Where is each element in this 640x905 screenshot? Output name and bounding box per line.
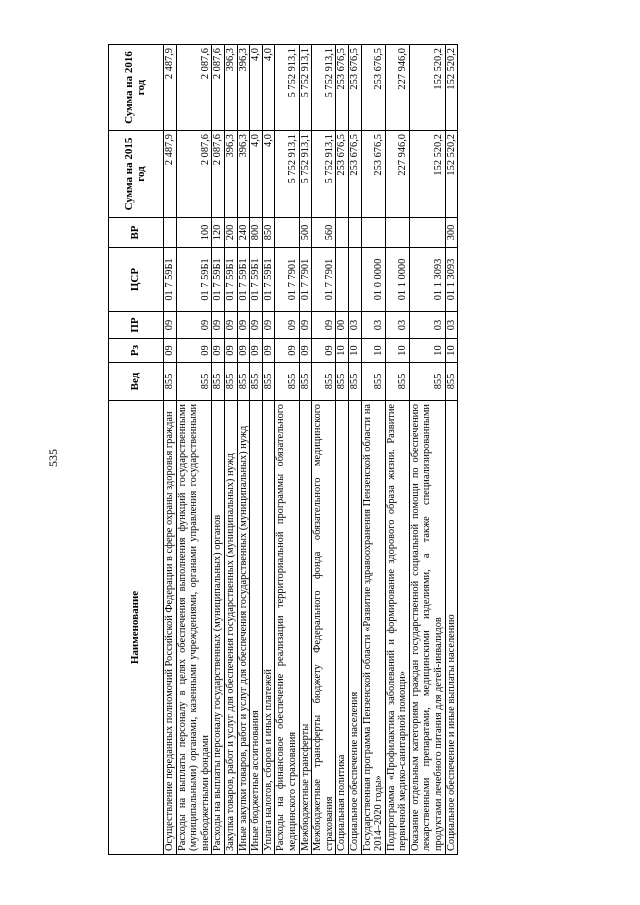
cell-vr: 500 (299, 218, 312, 248)
cell-name: Уплата налогов, сборов и иных платежей (262, 401, 275, 855)
cell-ved: 855 (224, 363, 237, 401)
cell-name: Оказание отдельным категориям граждан государственной социальной помощи по обеспечению лекарственными препаратами, медицинскими изделиями, а также специализированными продуктами лечебного питания для детей-инвалидов (409, 401, 445, 855)
cell-sum-2015: 227 946,0 (385, 131, 409, 218)
table-row (299, 45, 312, 855)
cell-csr: 01 7 7901 (312, 248, 336, 312)
cell-ved: 855 (348, 363, 361, 401)
cell-rz: 09 (312, 339, 336, 363)
cell-vr (336, 218, 349, 248)
cell-name: Расходы на выплаты персоналу в целях обеспечения выполнения функций государственными (муниципальными) органами, казенными учреждениями, органами управления государственными внебюджетными фондами (176, 401, 212, 855)
cell-pr: 09 (212, 312, 225, 339)
cell-vr (275, 218, 299, 248)
cell-ved: 855 (237, 363, 250, 401)
cell-vr: 850 (262, 218, 275, 248)
cell-sum-2016: 253 676,5 (336, 45, 349, 131)
cell-sum-2015: 152 520,2 (445, 131, 458, 218)
cell-name: Осуществление переданных полномочий Российской Федерации в сфере охраны здоровья граждан (164, 401, 177, 855)
cell-csr: 01 1 3093 (409, 248, 445, 312)
cell-csr: 01 1 0000 (385, 248, 409, 312)
table-row (212, 45, 225, 855)
cell-pr: 03 (361, 312, 385, 339)
cell-rz: 10 (361, 339, 385, 363)
cell-pr: 09 (262, 312, 275, 339)
cell-csr: 01 0 0000 (361, 248, 385, 312)
cell-rz: 09 (164, 339, 177, 363)
table-row (275, 45, 299, 855)
cell-vr (361, 218, 385, 248)
cell-ved: 855 (250, 363, 263, 401)
cell-rz: 09 (299, 339, 312, 363)
cell-name: Иные бюджетные ассигнования (250, 401, 263, 855)
cell-csr: 01 7 7901 (275, 248, 299, 312)
cell-name: Социальное обеспечение населения (348, 401, 361, 855)
cell-sum-2015: 396,3 (237, 131, 250, 218)
cell-sum-2015: 152 520,2 (409, 131, 445, 218)
table-row (385, 45, 409, 855)
cell-pr: 09 (237, 312, 250, 339)
header-pr: ПР (109, 312, 164, 339)
cell-rz: 10 (409, 339, 445, 363)
cell-name: Расходы на выплаты персоналу государственных (муниципальных) органов (212, 401, 225, 855)
cell-ved: 855 (312, 363, 336, 401)
cell-ved: 855 (164, 363, 177, 401)
cell-sum-2016: 5 752 913,1 (275, 45, 299, 131)
cell-rz: 10 (385, 339, 409, 363)
cell-name: Закупка товаров, работ и услуг для обеспечения государственных (муниципальных) нужд (224, 401, 237, 855)
cell-rz: 09 (237, 339, 250, 363)
cell-csr: 01 7 59Б1 (212, 248, 225, 312)
cell-vr: 560 (312, 218, 336, 248)
header-rz: Рз (109, 339, 164, 363)
cell-rz: 09 (212, 339, 225, 363)
cell-ved: 855 (445, 363, 458, 401)
cell-sum-2016: 396,3 (237, 45, 250, 131)
table-row (262, 45, 275, 855)
header-ved: Вед (109, 363, 164, 401)
table-row (336, 45, 349, 855)
table-header-row (109, 45, 164, 855)
cell-sum-2016: 152 520,2 (409, 45, 445, 131)
cell-rz: 09 (176, 339, 212, 363)
table-body (164, 45, 458, 855)
cell-name: Расходы на финансовое обеспечение реализации территориальной программы обязательного медицинского страхования (275, 401, 299, 855)
cell-ved: 855 (361, 363, 385, 401)
cell-csr: 01 7 7901 (299, 248, 312, 312)
cell-sum-2015: 2 087,6 (212, 131, 225, 218)
cell-pr: 09 (250, 312, 263, 339)
table-row (312, 45, 336, 855)
cell-name: Социальное обеспечение и иные выплаты населению (445, 401, 458, 855)
table-row (445, 45, 458, 855)
cell-sum-2016: 4,0 (262, 45, 275, 131)
table-row (409, 45, 445, 855)
table-row (224, 45, 237, 855)
cell-csr: 01 7 59Б1 (176, 248, 212, 312)
cell-vr (385, 218, 409, 248)
table-row (361, 45, 385, 855)
cell-pr: 03 (445, 312, 458, 339)
table-row (237, 45, 250, 855)
header-sum-2015: Сумма на 2015 год (109, 131, 164, 218)
cell-name: Межбюджетные трансферты бюджету Федерального фонда обязательного медицинского страхования (312, 401, 336, 855)
cell-sum-2015: 396,3 (224, 131, 237, 218)
cell-vr (409, 218, 445, 248)
cell-vr: 120 (212, 218, 225, 248)
cell-sum-2015: 4,0 (250, 131, 263, 218)
cell-sum-2015: 4,0 (262, 131, 275, 218)
cell-csr: 01 7 59Б1 (164, 248, 177, 312)
cell-ved: 855 (212, 363, 225, 401)
cell-rz: 09 (275, 339, 299, 363)
cell-vr (164, 218, 177, 248)
cell-sum-2016: 5 752 913,1 (312, 45, 336, 131)
cell-sum-2016: 2 487,9 (164, 45, 177, 131)
cell-sum-2015: 253 676,5 (336, 131, 349, 218)
cell-sum-2015: 253 676,5 (361, 131, 385, 218)
table-row (176, 45, 212, 855)
cell-pr: 09 (312, 312, 336, 339)
cell-name: Подпрограмма «Профилактика заболеваний и формирование здорового образа жизни. Развитие первичной медико-санитарной помощи» (385, 401, 409, 855)
cell-ved: 855 (262, 363, 275, 401)
header-name: Наименование (109, 401, 164, 855)
cell-sum-2016: 396,3 (224, 45, 237, 131)
cell-sum-2015: 2 487,9 (164, 131, 177, 218)
cell-ved: 855 (409, 363, 445, 401)
header-vr: ВР (109, 218, 164, 248)
cell-sum-2015: 253 676,5 (348, 131, 361, 218)
table-row (164, 45, 177, 855)
cell-sum-2016: 253 676,5 (361, 45, 385, 131)
cell-sum-2016: 227 946,0 (385, 45, 409, 131)
cell-pr: 03 (385, 312, 409, 339)
cell-sum-2015: 5 752 913,1 (275, 131, 299, 218)
cell-csr: 01 1 3093 (445, 248, 458, 312)
cell-vr: 300 (445, 218, 458, 248)
cell-vr: 200 (224, 218, 237, 248)
cell-vr: 800 (250, 218, 263, 248)
cell-name: Межбюджетные трансферты (299, 401, 312, 855)
header-csr: ЦСР (109, 248, 164, 312)
cell-rz: 09 (250, 339, 263, 363)
table-row (348, 45, 361, 855)
cell-pr: 00 (336, 312, 349, 339)
cell-pr: 03 (348, 312, 361, 339)
cell-ved: 855 (176, 363, 212, 401)
cell-vr: 240 (237, 218, 250, 248)
cell-sum-2015: 5 752 913,1 (312, 131, 336, 218)
cell-ved: 855 (299, 363, 312, 401)
header-sum-2016: Сумма на 2016 год (109, 45, 164, 131)
cell-pr: 09 (176, 312, 212, 339)
cell-rz: 10 (336, 339, 349, 363)
cell-sum-2016: 152 520,2 (445, 45, 458, 131)
cell-rz: 10 (348, 339, 361, 363)
cell-name: Иные закупки товаров, работ и услуг для обеспечения государственных (муниципальных) нужд (237, 401, 250, 855)
cell-csr (348, 248, 361, 312)
cell-name: Социальная политика (336, 401, 349, 855)
cell-pr: 09 (299, 312, 312, 339)
budget-table (108, 44, 458, 855)
cell-csr (336, 248, 349, 312)
cell-vr: 100 (176, 218, 212, 248)
cell-sum-2016: 253 676,5 (348, 45, 361, 131)
cell-csr: 01 7 59Б1 (250, 248, 263, 312)
cell-sum-2015: 5 752 913,1 (299, 131, 312, 218)
cell-ved: 855 (336, 363, 349, 401)
rotated-table-container (108, 45, 568, 855)
cell-csr: 01 7 59Б1 (262, 248, 275, 312)
cell-pr: 03 (409, 312, 445, 339)
cell-sum-2016: 5 752 913,1 (299, 45, 312, 131)
cell-name: Государственная программа Пензенской области «Развитие здравоохранения Пензенской области на 2014–2020 годы» (361, 401, 385, 855)
cell-pr: 09 (275, 312, 299, 339)
cell-vr (348, 218, 361, 248)
cell-csr: 01 7 59Б1 (237, 248, 250, 312)
cell-pr: 09 (224, 312, 237, 339)
cell-sum-2016: 4,0 (250, 45, 263, 131)
cell-pr: 09 (164, 312, 177, 339)
page-number: 535 (46, 449, 60, 467)
cell-rz: 10 (445, 339, 458, 363)
cell-ved: 855 (275, 363, 299, 401)
cell-ved: 855 (385, 363, 409, 401)
cell-sum-2015: 2 087,6 (176, 131, 212, 218)
cell-csr: 01 7 59Б1 (224, 248, 237, 312)
cell-rz: 09 (262, 339, 275, 363)
table-row (250, 45, 263, 855)
cell-sum-2016: 2 087,6 (176, 45, 212, 131)
cell-rz: 09 (224, 339, 237, 363)
cell-sum-2016: 2 087,6 (212, 45, 225, 131)
